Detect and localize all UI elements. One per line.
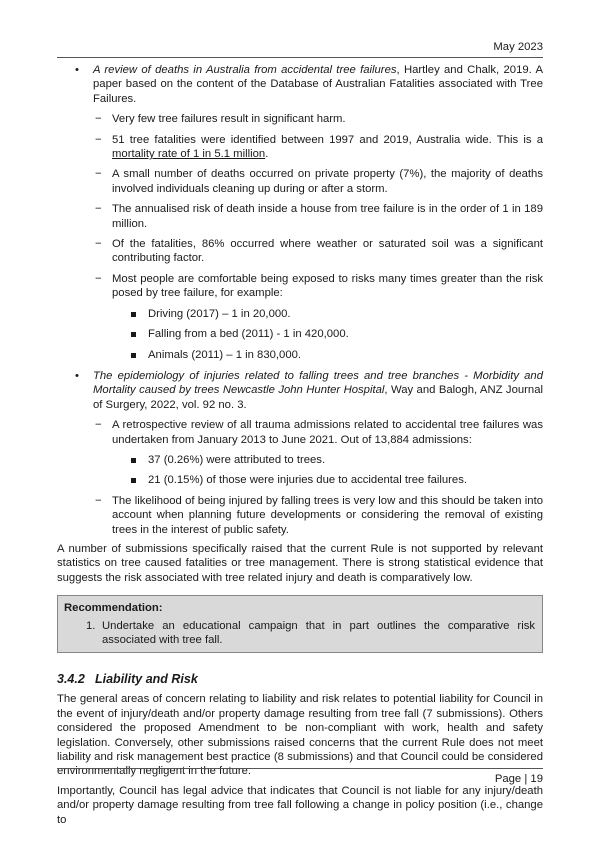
square-bullet-icon xyxy=(131,458,136,463)
dash-marker: − xyxy=(95,419,102,432)
dash-text: Most people are comfortable being exposed to risks many times greater than the risk posed by tree failure, for example: xyxy=(112,272,543,300)
dash-marker: − xyxy=(95,238,102,251)
bullet-marker: • xyxy=(75,64,79,76)
dash-text: A small number of deaths occurred on private property (7%), the majority of deaths involved individuals cleaning up during or after a storm. xyxy=(112,168,543,195)
page-content xyxy=(57,59,543,827)
recommendation-title: Recommendation: xyxy=(64,602,163,615)
page-number: Page | 19 xyxy=(494,773,543,785)
header-rule xyxy=(57,57,543,58)
paragraph-importantly: Importantly, Council has legal advice that indicates that Council is not liable for any injury/death and/or property damage resulting from tree fall following a change in policy position (i.e., change to xyxy=(57,784,543,826)
section-number: 3.4.2 xyxy=(57,672,85,687)
square-text: Falling from a bed (2011) - 1 in 420,000. xyxy=(148,328,349,341)
dash-item xyxy=(57,418,543,447)
dash-text: Of the fatalities, 86% occurred where weather or saturated soil was a significant contributing factor. xyxy=(112,238,543,265)
dash-item xyxy=(57,272,543,301)
square-bullet-icon xyxy=(131,332,136,337)
footer-rule xyxy=(57,768,543,769)
dash-item xyxy=(57,133,543,162)
dash-marker: − xyxy=(95,113,102,126)
dash-text: Very few tree failures result in significant harm. xyxy=(112,113,346,126)
bullet-item xyxy=(57,63,543,106)
square-text: 37 (0.26%) were attributed to trees. xyxy=(148,453,326,466)
reference-title: The epidemiology of injuries related to falling trees and tree branches - Morbidity and Mortality caused by trees Newcastle John Hunter Hospital xyxy=(93,369,543,397)
reference-citation: , Way and Balogh, ANZ Journal of Surgery, 2022, vol. 92 no. 3. xyxy=(93,384,543,411)
square-bullet-icon xyxy=(131,312,136,317)
square-bullet-icon xyxy=(131,353,136,358)
section-heading xyxy=(57,671,543,687)
paragraph-liability: The general areas of concern relating to liability and risk relates to potential liability for Council in the event of injury/death and/or property damage resulting from tree fall (7 submissions). Others considered the proposed Amendment to be non-compliant with work, health and safety legislation. Conversely, other submissions raised concerns that the current Rule does not meet liability and risk management best practice (8 submissions) and that Council could be considered environmentally negligent in the future. xyxy=(57,693,543,778)
square-item xyxy=(57,307,543,321)
recommendation-item xyxy=(64,619,535,648)
dash-text: The annualised risk of death inside a house from tree failure is in the order of 1 in 189 million. xyxy=(112,203,543,230)
dash-text: A retrospective review of all trauma admissions related to accidental tree failures was undertaken from January 2013 to June 2021. Out of 13,884 admissions: xyxy=(112,419,543,446)
dash-item xyxy=(57,494,543,537)
recommendation-text: Undertake an educational campaign that in part outlines the comparative risk associated with tree fall. xyxy=(102,619,535,646)
dash-item xyxy=(57,202,543,231)
reference-citation: , Hartley and Chalk, 2019. A paper based on the content of the Database of Australian Fatalities associated with Tree Failures. xyxy=(93,64,543,105)
bullet-item xyxy=(57,369,543,412)
dash-text: The likelihood of being injured by falling trees is very low and this should be taken into account when planning future developments or considering the removal of existing trees in the interest of public safety. xyxy=(112,494,543,536)
dash-marker: − xyxy=(95,133,102,146)
square-text: Driving (2017) – 1 in 20,000. xyxy=(148,307,291,320)
dash-marker: − xyxy=(95,203,102,216)
recommendation-box xyxy=(57,595,543,653)
dash-item xyxy=(57,167,543,196)
dash-item xyxy=(57,237,543,266)
header-date: May 2023 xyxy=(493,41,543,53)
dash-text: 51 tree fatalities were identified between 1997 and 2019, Australia wide. This is a mortality rate of 1 in 5.1 million. xyxy=(112,133,543,161)
square-bullet-icon xyxy=(131,478,136,483)
square-item xyxy=(57,453,543,467)
square-item xyxy=(57,327,543,341)
reference-title: A review of deaths in Australia from accidental tree failures xyxy=(93,64,397,76)
square-text: Animals (2011) – 1 in 830,000. xyxy=(148,348,302,361)
underlined-text: mortality rate of 1 in 5.1 million xyxy=(112,148,266,161)
dash-marker: − xyxy=(95,168,102,181)
dash-marker: − xyxy=(95,494,102,507)
square-text: 21 (0.15%) of those were injuries due to accidental tree failures. xyxy=(148,474,467,487)
recommendation-number: 1. xyxy=(86,619,96,632)
square-item xyxy=(57,473,543,487)
dash-marker: − xyxy=(95,272,102,285)
dash-item xyxy=(57,112,543,126)
square-item xyxy=(57,348,543,362)
paragraph-submissions: A number of submissions specifically raised that the current Rule is not supported by relevant statistics on tree caused fatalities or tree management. There is strong statistical evidence that suggests the risk associated with tree related injury and death is comparatively low. xyxy=(57,542,543,584)
bullet-marker: • xyxy=(75,369,79,382)
section-title: Liability and Risk xyxy=(95,672,198,687)
